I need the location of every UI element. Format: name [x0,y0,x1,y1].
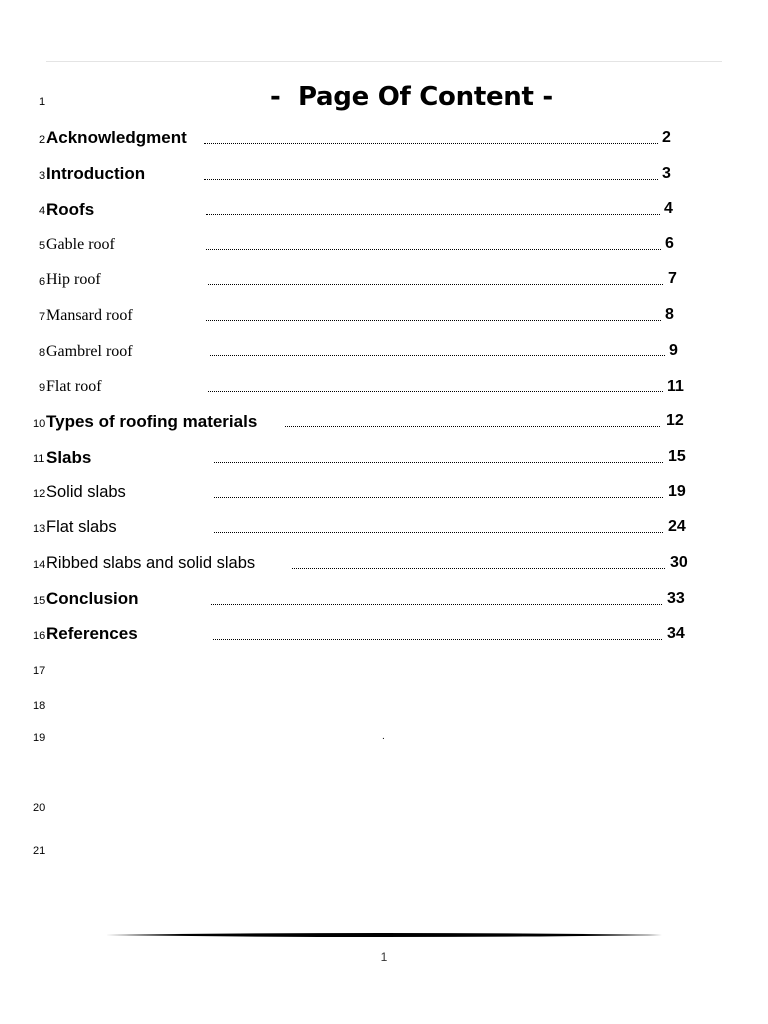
toc-entry-label: Conclusion [46,589,139,608]
toc-leader [206,249,661,250]
footer-divider [106,932,662,938]
toc-entry-label: Roofs [46,200,95,219]
toc-page-number: 30 [670,554,688,571]
toc-entry-label: Types of roofing materials [46,412,258,431]
toc-entry-label: Flat slabs [46,518,117,536]
toc-page-number: 24 [668,518,686,535]
line-number: 7 [39,311,46,323]
line-number: 10 [33,418,46,430]
toc-leader [214,497,663,498]
toc-page-number: 15 [668,448,686,465]
line-number: 11 [33,453,45,465]
toc-page-number: 12 [666,412,684,429]
line-number: 4 [39,205,46,217]
toc-page-number: 33 [667,590,685,607]
line-number: 3 [39,170,46,182]
toc-page-number: 8 [665,306,674,323]
toc-page-number: 11 [667,378,684,395]
toc-entry-label: Hip roof [46,271,101,288]
stray-dot: . [382,731,385,742]
toc-page-number: 34 [667,625,685,642]
line-number: 15 [33,595,46,607]
toc-leader [208,391,663,392]
line-number: 14 [33,559,46,571]
toc-page-number: 7 [668,270,677,287]
line-number: 21 [33,845,46,857]
line-number: 19 [33,732,46,744]
line-number: 18 [33,700,46,712]
toc-leader [285,426,660,427]
toc-entry-label: Flat roof [46,378,102,395]
toc-page-number: 2 [662,129,671,146]
line-number: 6 [39,276,46,288]
toc-page-number: 4 [664,200,673,217]
toc-entry-label: Acknowledgment [46,128,187,147]
toc-leader [214,532,663,533]
line-number: 16 [33,630,46,642]
toc-leader [211,604,662,605]
toc-leader [214,462,663,463]
toc-entry-label: References [46,624,138,643]
toc-leader [206,214,660,215]
footer-page-number: 1 [380,950,388,964]
line-number: 9 [39,382,46,394]
toc-entry-label: Ribbed slabs and solid slabs [46,554,256,572]
toc-leader [204,179,658,180]
line-number: 17 [33,665,46,677]
line-number: 2 [39,134,46,146]
line-number: 8 [39,347,46,359]
toc-entry-label: Solid slabs [46,483,126,501]
page-title: - Page Of Content - [270,82,553,112]
toc-entry-label: Gambrel roof [46,343,133,360]
line-number: 20 [33,802,46,814]
toc-entry-label: Introduction [46,164,146,183]
toc-leader [210,355,665,356]
toc-entry-label: Mansard roof [46,307,133,324]
toc-leader [204,143,658,144]
toc-leader [292,568,665,569]
line-number: 13 [33,523,46,535]
toc-page-number: 3 [662,165,671,182]
toc-leader [208,284,663,285]
toc-entry-label: Slabs [46,448,92,467]
toc-leader [206,320,661,321]
line-number: 5 [39,240,46,252]
toc-page-number: 6 [665,235,674,252]
header-rule [46,61,722,62]
line-number: 1 [39,96,46,108]
toc-page-number: 19 [668,483,686,500]
toc-entry-label: Gable roof [46,236,115,253]
toc-leader [213,639,662,640]
line-number: 12 [33,488,46,500]
toc-page-number: 9 [669,342,678,359]
